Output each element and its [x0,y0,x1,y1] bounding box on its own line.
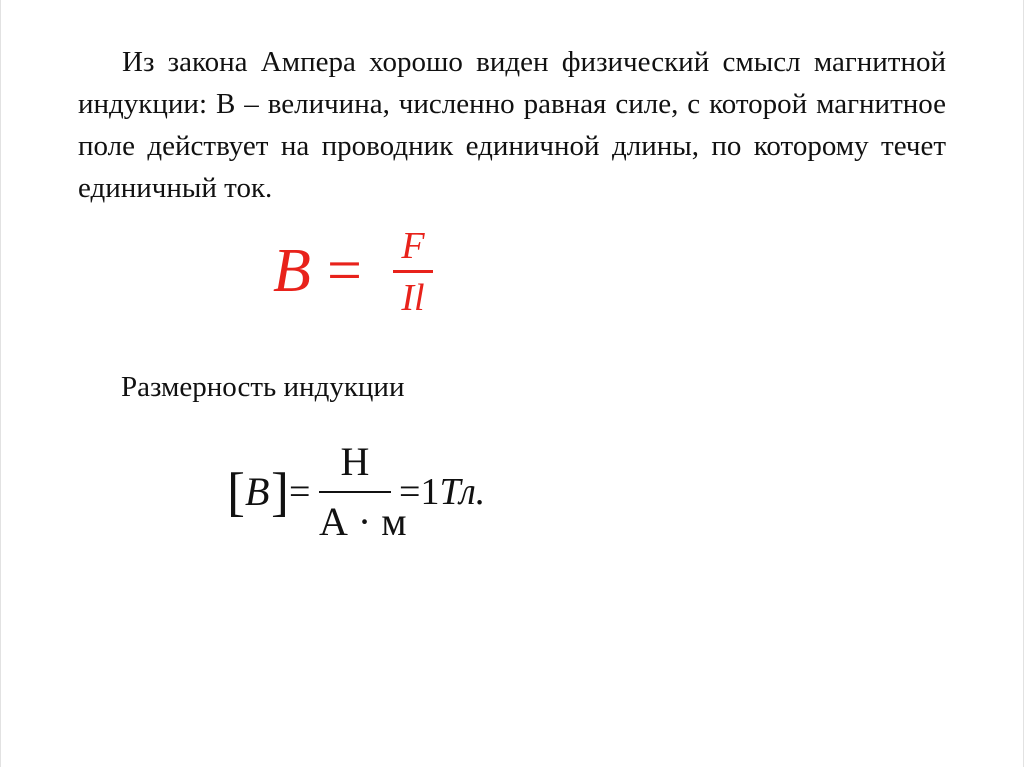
left-bracket: [ [227,462,245,522]
formula-denominator: Il [401,277,425,319]
dimension-result [399,464,485,520]
dimension-numerator: Н [340,439,370,484]
result-value: 1 [420,471,440,513]
result-unit: Тл. [439,471,486,513]
dimension-equals-sign: = [289,471,311,513]
formula-equals-sign: = [327,237,362,305]
right-bracket: ] [271,462,289,522]
dimension-denominator: А · м [319,499,407,544]
dimension-fraction-bar [319,491,391,493]
dimension-heading: Размерность индукции [121,371,405,403]
result-equals-sign: = [399,471,421,513]
formula-numerator: F [401,225,425,267]
fraction-bar [393,270,433,273]
formula-lhs-symbol: B [273,237,311,305]
dimension-symbol: B [245,469,270,514]
ampere-law-paragraph: Из закона Ампера хорошо виден физический смысл магнитной индукции: В – величина, численно равная силе, с которой магнитное поле действует на проводник единичной длины, по которому течет единичный ток. [78,46,946,204]
